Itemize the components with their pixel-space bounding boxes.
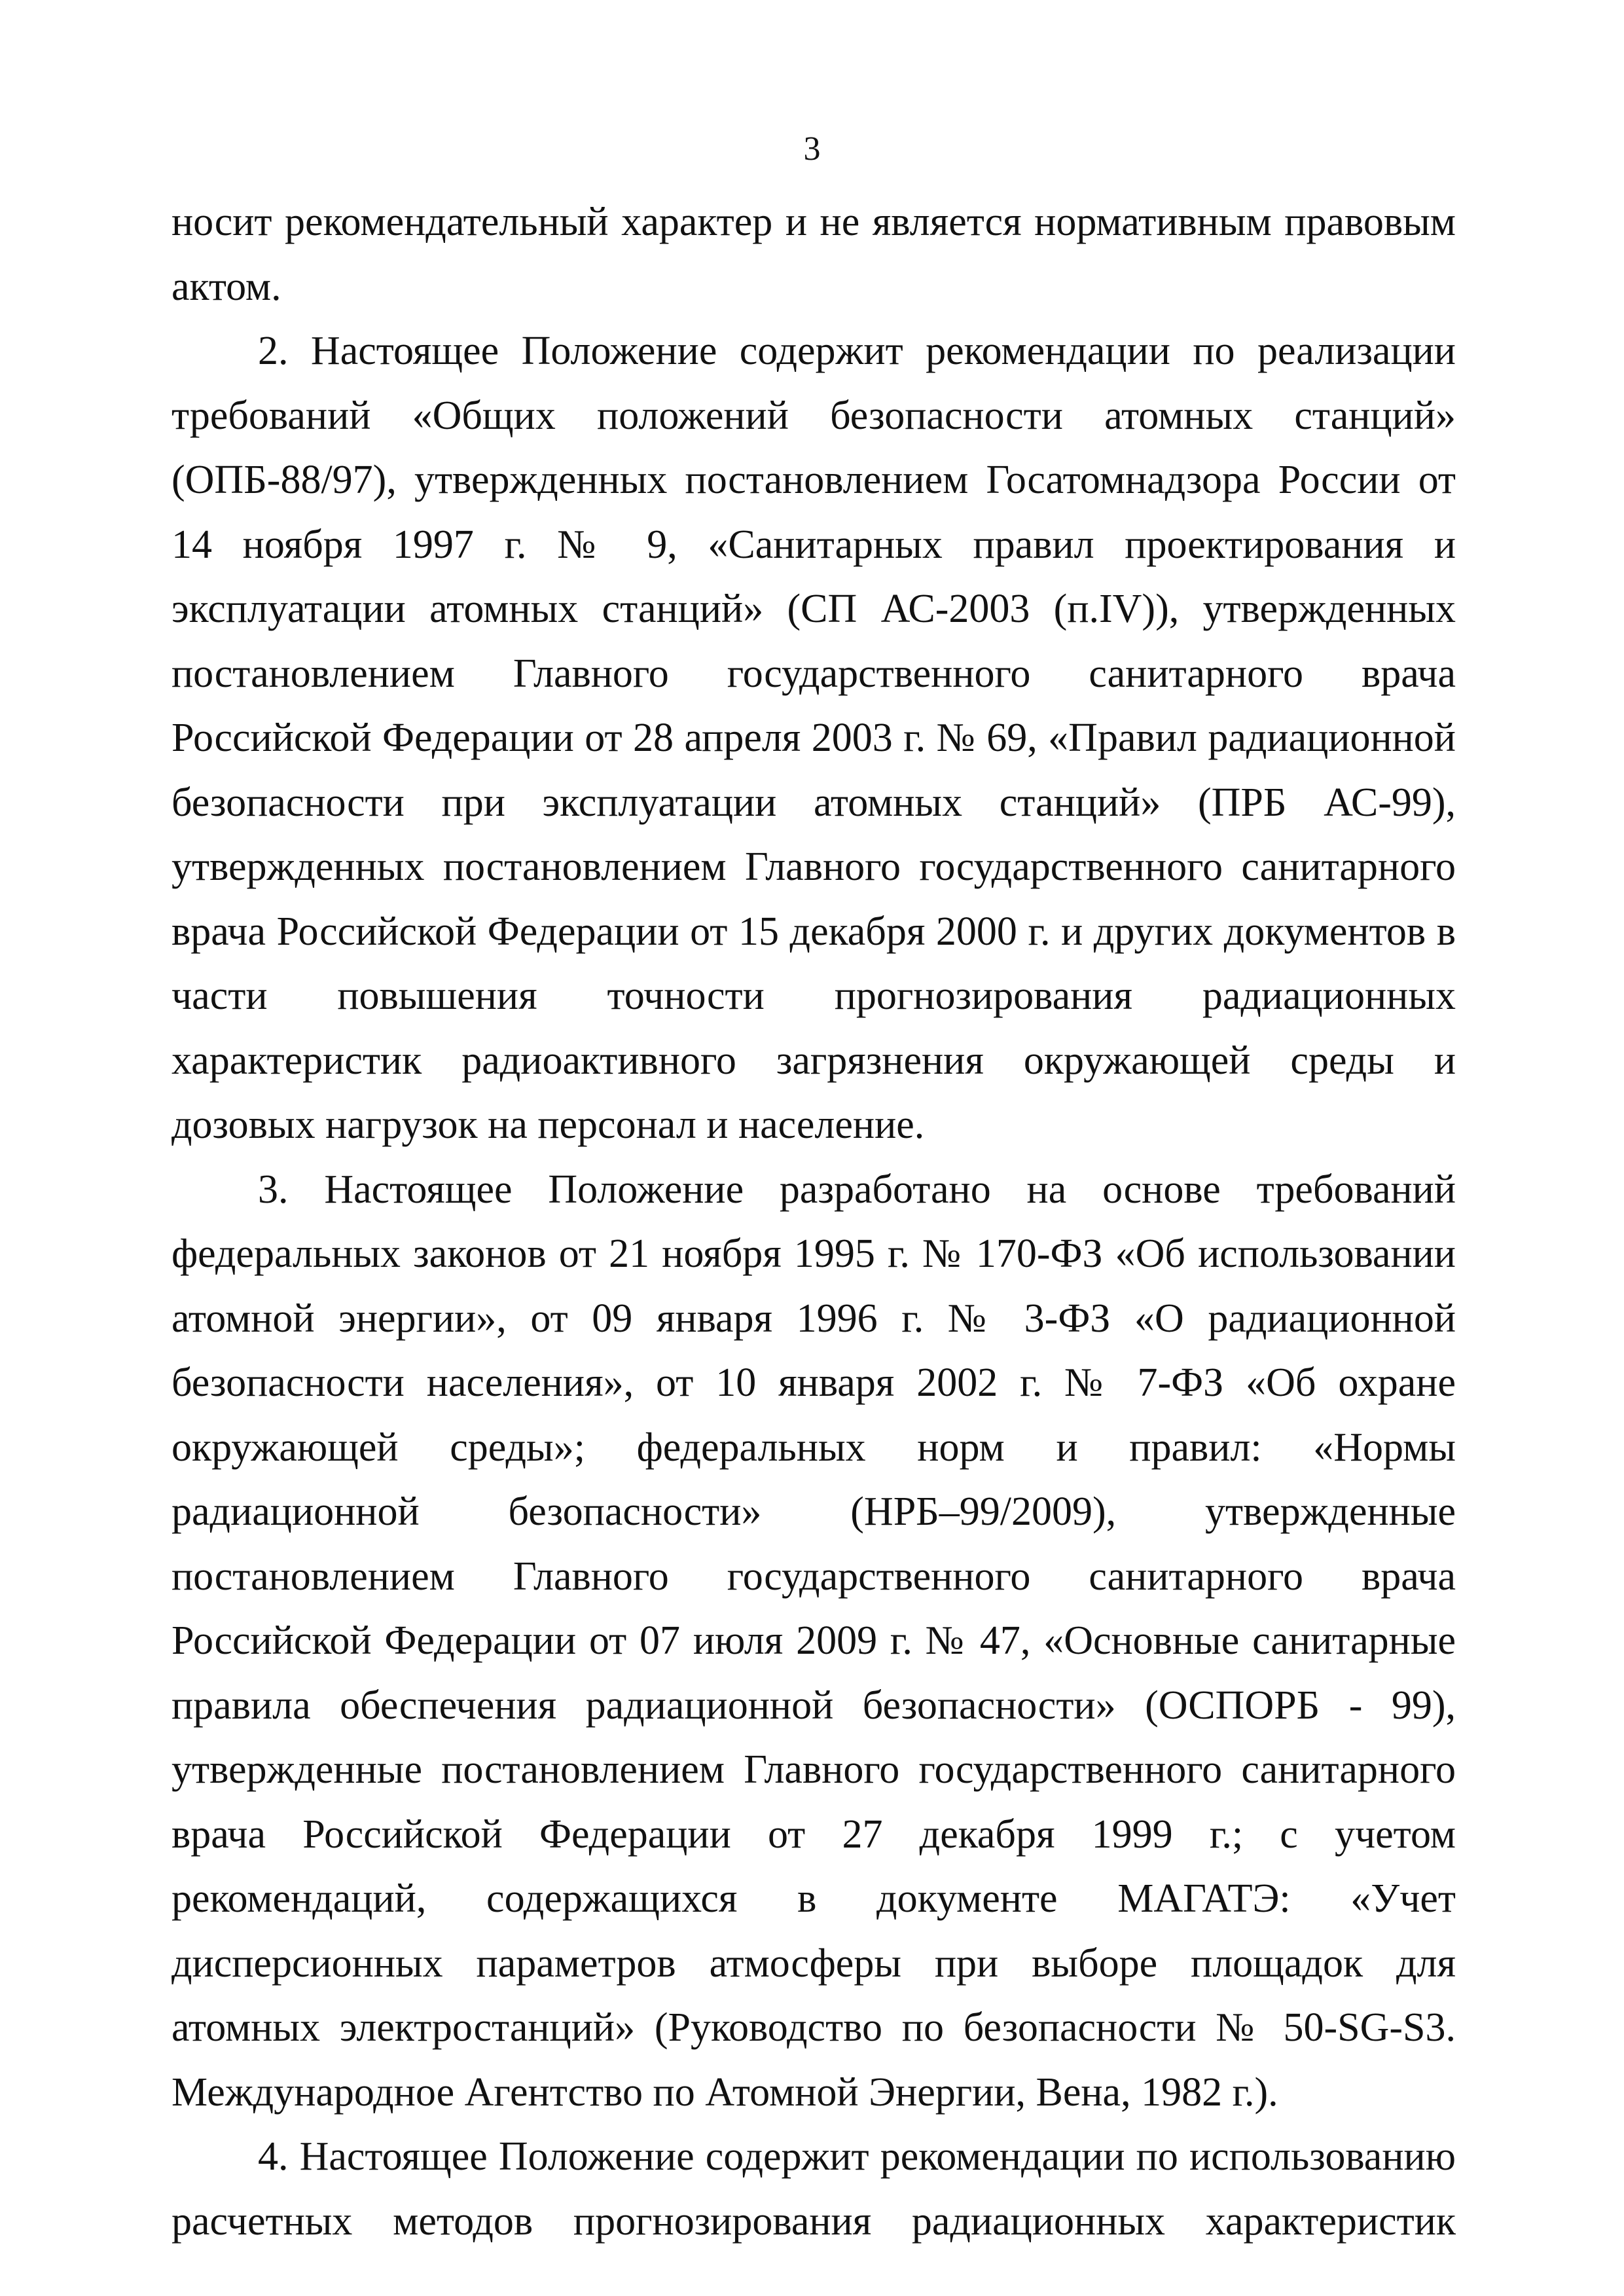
paragraph-3: 3. Настоящее Положение разработано на основе требований федеральных законов от 21 ноября 1995 г. № 170-ФЗ «Об использовании атомной энергии», от 09 января 1996 г. № 3-ФЗ «О радиационной безопасности населения», от 10 января 2002 г. № 7-ФЗ «Об охране окружающей среды»; федеральных норм и правил: «Нормы радиационной безопасности» (НРБ–99/2009), утвержденные постановлением Главного государственного санитарного врача Российской Федерации от 07 июля 2009 г. № 47, «Основные санитарные правила обеспечения радиационной безопасности» (ОСПОРБ - 99), утвержденные постановлением Главного государственного санитарного врача Российской Федерации от 27 декабря 1999 г.; с учетом рекомендаций, содержащихся в документе МАГАТЭ: «Учет дисперсионных параметров атмосферы при выборе площадок для атомных электростанций» (Руководство по безопасности № 50-SG-S3. Международное Агентство по Атомной Энергии, Вена, 1982 г.). <box>171 1167 1456 2115</box>
paragraph-continuation: носит рекомендательный характер и не является нормативным правовым актом. <box>171 200 1456 309</box>
paragraph-2: 2. Настоящее Положение содержит рекомендации по реализации требований «Общих положений безопасности атомных станций» (ОПБ-88/97), утвержденных постановлением Госатомнадзора России от 14 ноября 1997 г. № 9, «Санитарных правил проектирования и эксплуатации атомных станций» (СП АС-2003 (п.IV)), утвержденных постановлением Главного государственного санитарного врача Российской Федерации от 28 апреля 2003 г. № 69, «Правил радиационной безопасности при эксплуатации атомных станций» (ПРБ АС-99), утвержденных постановлением Главного государственного санитарного врача Российской Федерации от 15 декабря 2000 г. и других документов в части повышения точности прогнозирования радиационных характеристик радиоактивного загрязнения окружающей среды и дозовых нагрузок на персонал и население. <box>171 329 1456 1147</box>
document-body <box>171 190 1456 2253</box>
page-number: 3 <box>803 130 821 168</box>
paragraph-4: 4. Настоящее Положение содержит рекомендации по использованию расчетных методов прогнозирования радиационных характеристик <box>171 2134 1456 2244</box>
